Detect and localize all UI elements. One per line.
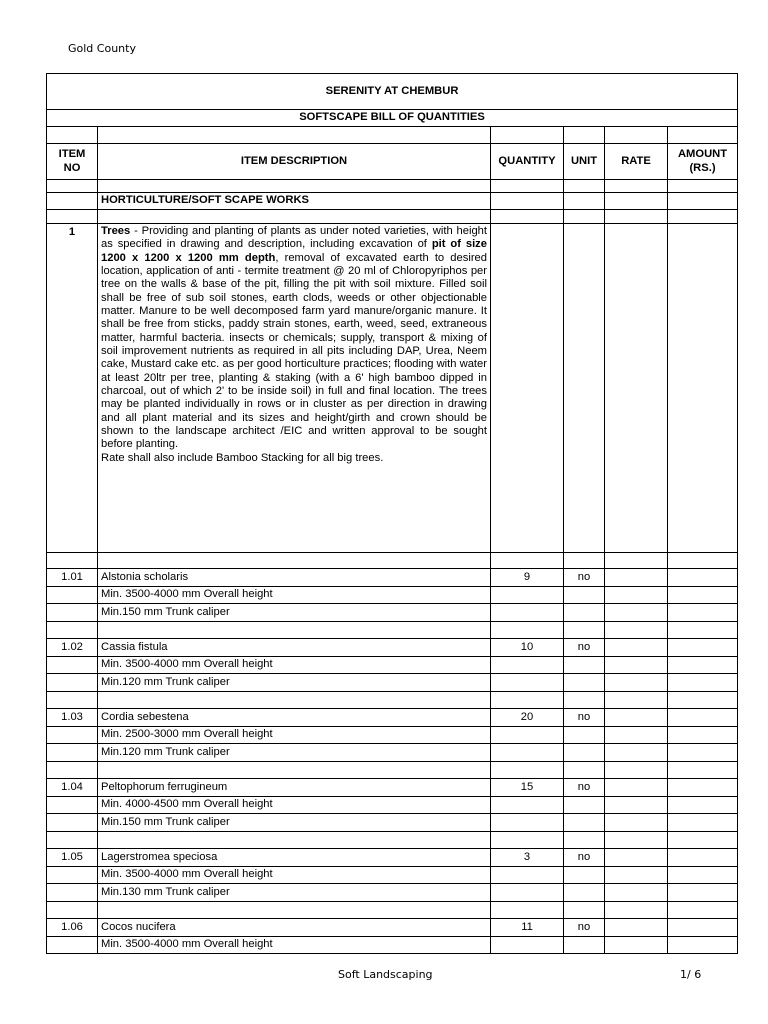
table-row: [47, 569, 738, 587]
spacer-row: [47, 622, 738, 639]
item-height: Min. 3500-4000 mm Overall height: [98, 867, 491, 884]
spacer-row: [47, 762, 738, 779]
document-title: SERENITY AT CHEMBUR: [47, 74, 738, 110]
item-height: Min. 2500-3000 mm Overall height: [98, 727, 491, 744]
spacer-row: [47, 210, 738, 224]
item-quantity: 20: [491, 709, 564, 727]
table-row: [47, 884, 738, 902]
item-caliper: Min.120 mm Trunk caliper: [98, 674, 491, 692]
item-unit: no: [564, 709, 605, 727]
item-caliper: Min.130 mm Trunk caliper: [98, 884, 491, 902]
page-footer-title: Soft Landscaping: [338, 968, 433, 981]
item-name: Cordia sebestena: [98, 709, 491, 727]
col-item-no: ITEM NO: [47, 144, 98, 180]
table-row: [47, 919, 738, 937]
item-no: 1.02: [47, 639, 98, 657]
item-row-1: [47, 224, 738, 553]
item-1-description: [98, 224, 491, 553]
col-unit: UNIT: [564, 144, 605, 180]
page-header: Gold County: [68, 42, 136, 55]
item-1-no: 1: [47, 224, 98, 553]
item-caliper: Min.150 mm Trunk caliper: [98, 814, 491, 832]
item-unit: no: [564, 919, 605, 937]
item-height: Min. 4000-4500 mm Overall height: [98, 797, 491, 814]
item-name: Cassia fistula: [98, 639, 491, 657]
page-number: 1/ 6: [680, 968, 702, 981]
item-quantity: 3: [491, 849, 564, 867]
table-row: [47, 814, 738, 832]
spacer-row: [47, 692, 738, 709]
item-quantity: 10: [491, 639, 564, 657]
col-rate: RATE: [605, 144, 668, 180]
spacer-row: [47, 180, 738, 193]
item-name: Alstonia scholaris: [98, 569, 491, 587]
item-height: Min. 3500-4000 mm Overall height: [98, 657, 491, 674]
item-1-text-d: Rate shall also include Bamboo Stacking for all big trees.: [101, 451, 384, 464]
item-unit: no: [564, 569, 605, 587]
item-quantity: 9: [491, 569, 564, 587]
table-row: [47, 779, 738, 797]
table-row: [47, 727, 738, 744]
spacer-row: [47, 127, 738, 144]
spacer-row: [47, 832, 738, 849]
item-name: Lagerstromea speciosa: [98, 849, 491, 867]
item-no: 1.06: [47, 919, 98, 937]
table-row: [47, 604, 738, 622]
table-row: [47, 674, 738, 692]
item-no: 1.04: [47, 779, 98, 797]
item-no: 1.03: [47, 709, 98, 727]
spacer-row: [47, 902, 738, 919]
section-title: HORTICULTURE/SOFT SCAPE WORKS: [98, 193, 491, 210]
column-header-row: [47, 144, 738, 180]
table-row: [47, 744, 738, 762]
col-description: ITEM DESCRIPTION: [98, 144, 491, 180]
item-unit: no: [564, 849, 605, 867]
item-height: Min. 3500-4000 mm Overall height: [98, 587, 491, 604]
section-row: [47, 193, 738, 210]
item-unit: no: [564, 639, 605, 657]
table-row: [47, 867, 738, 884]
item-name: Cocos nucifera: [98, 919, 491, 937]
item-1-lead: Trees: [101, 225, 131, 237]
item-no: 1.01: [47, 569, 98, 587]
table-row: [47, 937, 738, 954]
item-quantity: 15: [491, 779, 564, 797]
table-row: [47, 587, 738, 604]
item-quantity: 11: [491, 919, 564, 937]
item-1-pit-size: pit of size 1200 x 1200 x 1200 mm depth: [101, 238, 488, 264]
item-1-text-c: , removal of excavated earth to desired location, application of anti - termite treatment @ 20 ml of Chloropyriphos per tree on the walls & base of the pit, filling the pit with soil mixture. Filled soil shall be free of sub soil stones, earth clods, weeds or other objectionable matter. Manure to be well decomposed farm yard manure/organic manure. It shall be free from sticks, paddy strain stones, earth, weed, seed, extraneous matter, harmful bacteria. insects or chemicals; supply, transport & mixing of soil improvement nutrients as required in all pits including DAP, Urea, Neem cake, Mustard cake etc. as per good horticulture practices; flooding with water at least 20ltr per tree, planting & staking (with a 6' high bamboo dipped in charcoal, out of which 2' to be inside soil) in full and final location. The trees may be planted individually in rows or in cluster as per direction in drawing and all plant material and its sizes and height/girth and crown should be shown to the landscape architect /EIC and written approval to be sought before planting.: [101, 251, 487, 451]
item-name: Peltophorum ferrugineum: [98, 779, 491, 797]
boq-table: [46, 73, 738, 954]
table-row: [47, 849, 738, 867]
item-no: 1.05: [47, 849, 98, 867]
spacer-row: [47, 553, 738, 569]
item-unit: no: [564, 779, 605, 797]
item-height: Min. 3500-4000 mm Overall height: [98, 937, 491, 954]
table-row: [47, 639, 738, 657]
document-subtitle: SOFTSCAPE BILL OF QUANTITIES: [47, 110, 738, 127]
item-1-text-a: - Providing and planting of plants as under noted varieties, with height as specified in drawing and description, including excavation of: [101, 225, 487, 251]
table-row: [47, 657, 738, 674]
item-caliper: Min.150 mm Trunk caliper: [98, 604, 491, 622]
col-amount: AMOUNT (RS.): [668, 144, 738, 180]
col-quantity: QUANTITY: [491, 144, 564, 180]
table-row: [47, 709, 738, 727]
table-row: [47, 797, 738, 814]
item-caliper: Min.120 mm Trunk caliper: [98, 744, 491, 762]
